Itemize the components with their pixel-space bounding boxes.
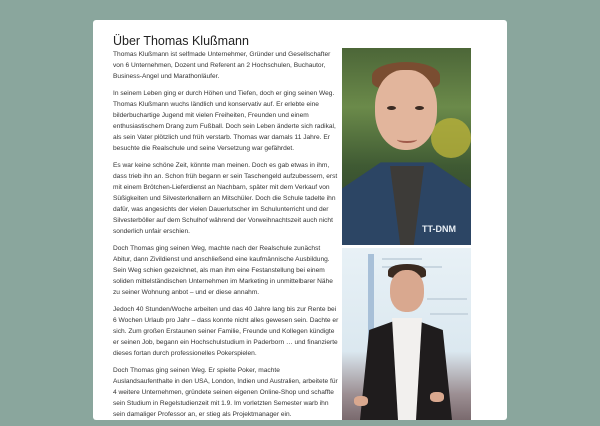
photo-background-bush: [431, 118, 471, 158]
page-title: Über Thomas Klußmann: [113, 34, 249, 48]
photo-eye: [415, 106, 424, 110]
photo-smile: [397, 136, 417, 143]
portrait-photo: [342, 48, 471, 245]
shirt-logo: TT-DNM: [422, 224, 456, 234]
screen-text-line: [427, 298, 467, 300]
paragraph: In seinem Leben ging er durch Höhen und Tiefen, doch er ging seinen Weg. Thomas Klußmann wuchs ländlich und konservativ auf. Er erlebte eine bilderbuchartige Jugend mit vielen Freiheiten, Freunden und einem enthusiastischem Drang zum Fußball. Doch sein Leben änderte sich radikal, als sein Vater plötzlich und früh verstarb. Thomas war damals 11 Jahre. Er besuchte die Realschule und seine Versetzung war gefährdet.: [113, 90, 336, 152]
photo-hand: [354, 396, 368, 406]
article-body: [113, 49, 339, 426]
paragraph: Jedoch 40 Stunden/Woche arbeiten und das 40 Jahre lang bis zur Rente bei 6 Wochen Urlaub pro Jahr – dass konnte nicht alles gewesen sein. Dachte er sich. Zum großen Erstaunen seiner Familie, Freunde und Kollegen kündigte er seinen Job, begann ein Hochschulstudium in Paderborn … und finanzierte dieses fortan durch professionelles Pokerspielen.: [113, 306, 339, 357]
paragraph: Doch Thomas ging seinen Weg. Er spielte Poker, machte Auslandsaufenthalte in den USA, London, Indien und Australien, arbeitete für 4 weitere Unternehmen, gründete seinen eigenen Online-Shop und schaffte sein Studium in Regelstudienzeit mit 1.9. Im vorletzten Semester warb ihn sein damaliger Professor an, er stieg als Projektmanager ein.: [113, 367, 338, 418]
photo-hand: [430, 392, 444, 402]
screen-text-line: [382, 258, 422, 260]
paragraph: Thomas Klußmann ist selfmade Unternehmer, Gründer und Gesellschafter von 6 Unternehmen, Dozent und Referent an 2 Hochschulen, Buchautor, Business-Angel und Marathonläufer.: [113, 51, 331, 80]
photo-face: [390, 270, 424, 312]
paragraph: Es war keine schöne Zeit, könnte man meinen. Doch es gab etwas in ihm, dass trieb ihn an. Schon früh begann er sein Taschengeld aufzubessern, erst mit einem Brötchen-Lieferdienst an Nachbarn, später mit dem Verkauf von Süßigkeiten und Silvesterknallern an Mitschüler. Doch die Schule tadelte ihn dafür, was angesichts der vielen Dauerlutscher im Schulunterricht und der Silvesterböller auf dem Schulhof während der Vorweihnachtszeit auch nicht sonderlich unfair erschien.: [113, 162, 338, 235]
article-card: [93, 20, 507, 420]
screen-text-line: [430, 313, 468, 315]
paragraph: Doch Thomas ging seinen Weg, machte nach der Realschule zunächst Abitur, dann Zivildienst und anschließend eine kaufmännische Ausbildung. Sein Weg schien gezeichnet, als man ihm eine Festanstellung bei einem soliden mittelständischen Unternehmen im Marketing in unmittelbarer Nähe zu seiner Wohnung anbot – und er diese annahm.: [113, 245, 333, 296]
speaking-photo: [342, 248, 471, 420]
photo-eye: [387, 106, 396, 110]
